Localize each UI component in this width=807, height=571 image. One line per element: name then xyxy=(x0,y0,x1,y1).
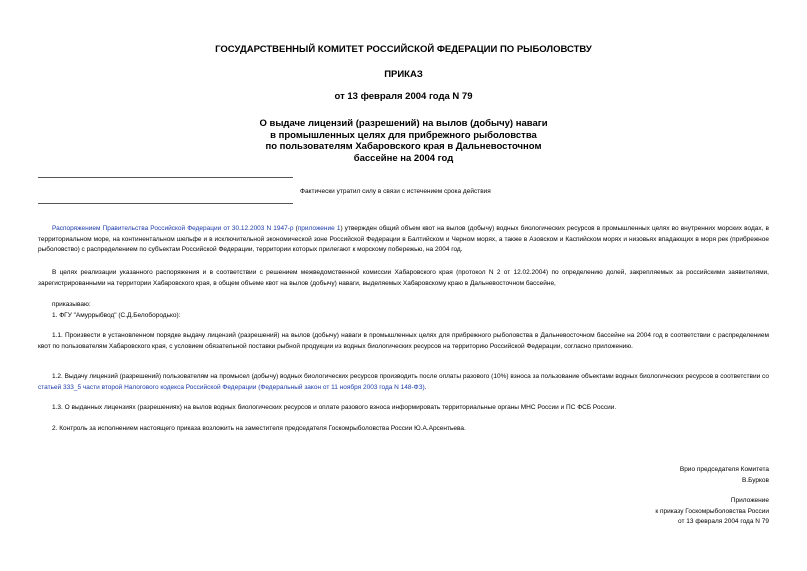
paragraph-item-1-1: 1.1. Произвести в установленном порядке выдачу лицензий (разрешений) на вылов (добычу) наваги в промышленных целях для прибрежного рыболовства в Дальневосточном бассейне на 2004 год в соответствии с распределением квот по пользователям Хабаровского края, с условием обязательной поставки рыбной продукции из водных биологических ресурсов на территорию Российской Федерации, согласно приложению. xyxy=(38,332,769,350)
paragraph-text: . xyxy=(424,383,427,391)
committee-heading: ГОСУДАРСТВЕННЫЙ КОМИТЕТ РОССИЙСКОЙ ФЕДЕРАЦИИ ПО РЫБОЛОВСТВУ xyxy=(215,44,592,55)
paragraph-item-1-2 xyxy=(38,372,769,393)
date-number-heading: от 13 февраля 2004 года N 79 xyxy=(334,91,473,102)
appendix-label: Приложение xyxy=(730,497,769,504)
document-title xyxy=(0,118,807,164)
appendix-ref: к приказу Госкомрыболовства России xyxy=(655,507,769,515)
title-line: О выдаче лицензий (разрешений) на вылов (добычу) наваги xyxy=(259,118,548,129)
paragraph-item-1: 1. ФГУ "Амуррыбвод" (С.Д.Белобородько): xyxy=(52,312,181,319)
doc-type-heading: ПРИКАЗ xyxy=(384,69,423,80)
paragraph-purpose: В целях реализации указанного распоряжения и в соответствии с решением межведомственной комиссии Хабаровского края (протокол N 2 от 12.02.2004) по определению долей, закрепляемых за российскими заявителями, зарегистрированными на территории Хабаровского края, в общем объеме квот на вылов (добычу) наваги, выделяемых Хабаровскому краю в Дальневосточном бассейне, xyxy=(38,269,769,287)
title-line: бассейне на 2004 год xyxy=(353,152,454,164)
link-government-order[interactable]: Распоряжением Правительства Российской Федерации от 30.12.2003 N 1947-р xyxy=(52,225,294,232)
paragraph-intro xyxy=(38,224,769,256)
paragraph-text: ) утвержден общий объем квот на вылов (добычу) водных биологических ресурсов в промышленных целях во внутренних морских водах, в территориальном море, на континентальном шельфе и в исключительной экономической зоне Российской Федерации в Балтийском и Черном морях, а также в Азовском и Каспийском морях и низовьях впадающих в моря рек (прибрежное рыболовство) с распределением по субъектам Российской Федерации, территории которых прилегают к морскому побережью, на 2004 год. xyxy=(38,225,769,253)
link-tax-code[interactable]: статьей 333_5 части второй Налогового кодекса Российской Федерации (Федеральный закон от 11 ноября 2003 года N 148-ФЗ) xyxy=(38,383,425,391)
divider-top xyxy=(38,177,293,178)
divider-bottom xyxy=(38,203,293,204)
signature-name: В.Бурков xyxy=(741,476,769,484)
paragraph-item-1-3: 1.3. О выданных лицензиях (разрешениях) на вылов водных биологических ресурсов и оплате разового взноса информировать территориальные органы МНС России и ПС ФСБ России. xyxy=(52,404,617,411)
paragraph-text: ( xyxy=(293,225,298,232)
appendix-block xyxy=(655,496,769,528)
status-note: Фактически утратил силу в связи с истечением срока действия xyxy=(300,188,491,195)
appendix-date: от 13 февраля 2004 года N 79 xyxy=(678,518,769,525)
signature-position: Врио председателя Комитета xyxy=(679,466,769,473)
title-line: по пользователям Хабаровского края в Дальневосточном xyxy=(265,141,542,152)
paragraph-item-2: 2. Контроль за исполнением настоящего приказа возложить на заместителя председателя Госкомрыболовства России Ю.А.Арсентьева. xyxy=(52,425,466,432)
paragraph-text: 1.2. Выдачу лицензий (разрешений) пользователям на промысел (добычу) водных биологических ресурсов производить после оплаты разового (10%) взноса за пользование объектами водных биологических ресурсов в соответствии со xyxy=(52,373,769,380)
signature-block xyxy=(680,465,769,486)
link-appendix-1[interactable]: приложение 1 xyxy=(297,225,341,232)
title-line: в промышленных целях для прибрежного рыболовства xyxy=(270,129,537,141)
paragraph-order-word: приказываю: xyxy=(52,301,91,308)
